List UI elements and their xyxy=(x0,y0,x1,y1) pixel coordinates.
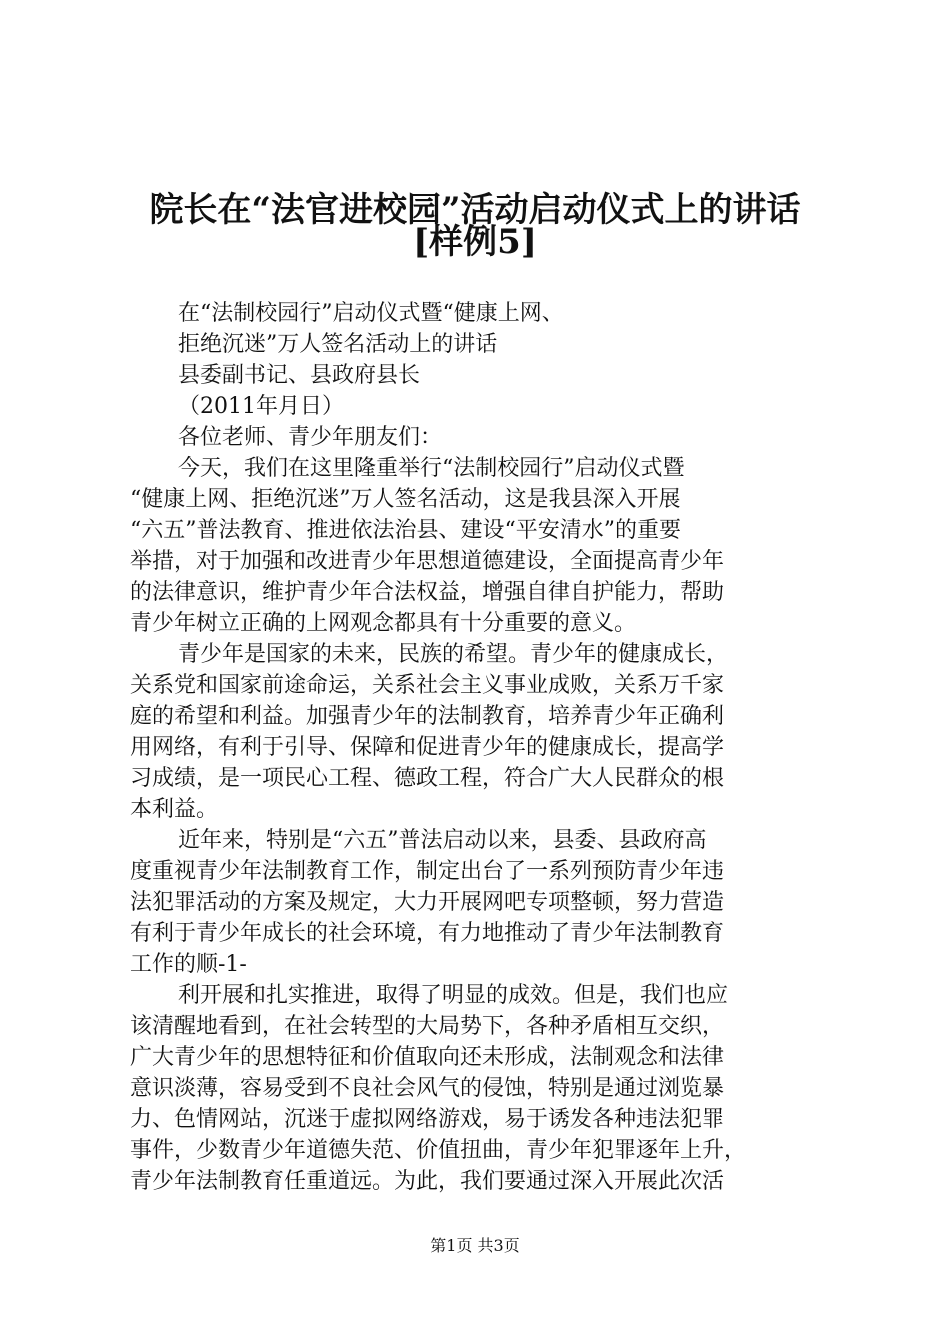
paragraph-line: 法犯罪活动的方案及规定，大力开展网吧专项整顿，努力营造 xyxy=(130,890,725,915)
document-title-sample-label: [样例5] xyxy=(413,222,537,262)
paragraph-line: 用网络，有利于引导、保障和促进青少年的健康成长，提高学 xyxy=(130,735,725,760)
paragraph-line: 有利于青少年成长的社会环境，有力地推动了青少年法制教育 xyxy=(130,921,725,946)
page-number-footer: 第1页 共3页 xyxy=(430,1236,520,1255)
speech-date: （2011年月日） xyxy=(178,394,344,419)
paragraph-line: 青少年法制教育任重道远。为此，我们要通过深入开展此次活 xyxy=(130,1169,725,1194)
paragraph-line: 事件，少数青少年道德失范、价值扭曲，青少年犯罪逐年上升， xyxy=(130,1138,747,1163)
speaker-title: 县委副书记、县政府县长 xyxy=(178,363,421,388)
paragraph-line: “六五”普法教育、推进依法治县、建设“平安清水”的重要 xyxy=(130,518,681,543)
speech-heading-line: 在“法制校园行”启动仪式暨“健康上网、 xyxy=(178,301,564,326)
paragraph-line: 度重视青少年法制教育工作，制定出台了一系列预防青少年违 xyxy=(130,859,725,884)
paragraph-line: 的法律意识，维护青少年合法权益，增强自律自护能力，帮助 xyxy=(130,580,725,605)
paragraph-line: “健康上网、拒绝沉迷”万人签名活动，这是我县深入开展 xyxy=(130,487,681,512)
paragraph-line: 庭的希望和利益。加强青少年的法制教育，培养青少年正确利 xyxy=(130,704,725,729)
paragraph xyxy=(130,453,830,639)
paragraph-line: 青少年是国家的未来，民族的希望。青少年的健康成长， xyxy=(178,642,729,667)
paragraph-line: 该清醒地看到，在社会转型的大局势下，各种矛盾相互交织， xyxy=(130,1014,725,1039)
paragraph xyxy=(130,639,830,825)
paragraph xyxy=(130,825,830,980)
paragraph-line: 本利益。 xyxy=(130,797,219,822)
paragraph xyxy=(130,980,830,1197)
paragraph-line: 近年来，特别是“六五”普法启动以来，县委、县政府高 xyxy=(178,828,707,853)
paragraph-line: 今天，我们在这里隆重举行“法制校园行”启动仪式暨 xyxy=(178,456,685,481)
paragraph-line: 利开展和扎实推进，取得了明显的成效。但是，我们也应 xyxy=(178,983,729,1008)
document-title: 院长在“法官进校园”活动启动仪式上的讲话 xyxy=(149,190,801,230)
paragraph-line: 力、色情网站，沉迷于虚拟网络游戏，易于诱发各种违法犯罪 xyxy=(130,1107,725,1132)
paragraph-line: 广大青少年的思想特征和价值取向还未形成，法制观念和法律 xyxy=(130,1045,725,1070)
document-body xyxy=(130,298,830,1197)
paragraph-line: 关系党和国家前途命运，关系社会主义事业成败，关系万千家 xyxy=(130,673,725,698)
salutation: 各位老师、青少年朋友们： xyxy=(178,425,443,450)
paragraph-line: 举措，对于加强和改进青少年思想道德建设，全面提高青少年 xyxy=(130,549,725,574)
paragraph-line: 工作的顺-1- xyxy=(130,952,247,977)
paragraph-line: 青少年树立正确的上网观念都具有十分重要的意义。 xyxy=(130,611,637,636)
speech-heading-line: 拒绝沉迷”万人签名活动上的讲话 xyxy=(178,332,498,357)
paragraph-line: 意识淡薄，容易受到不良社会风气的侵蚀，特别是通过浏览暴 xyxy=(130,1076,725,1101)
paragraph-line: 习成绩，是一项民心工程、德政工程，符合广大人民群众的根 xyxy=(130,766,725,791)
